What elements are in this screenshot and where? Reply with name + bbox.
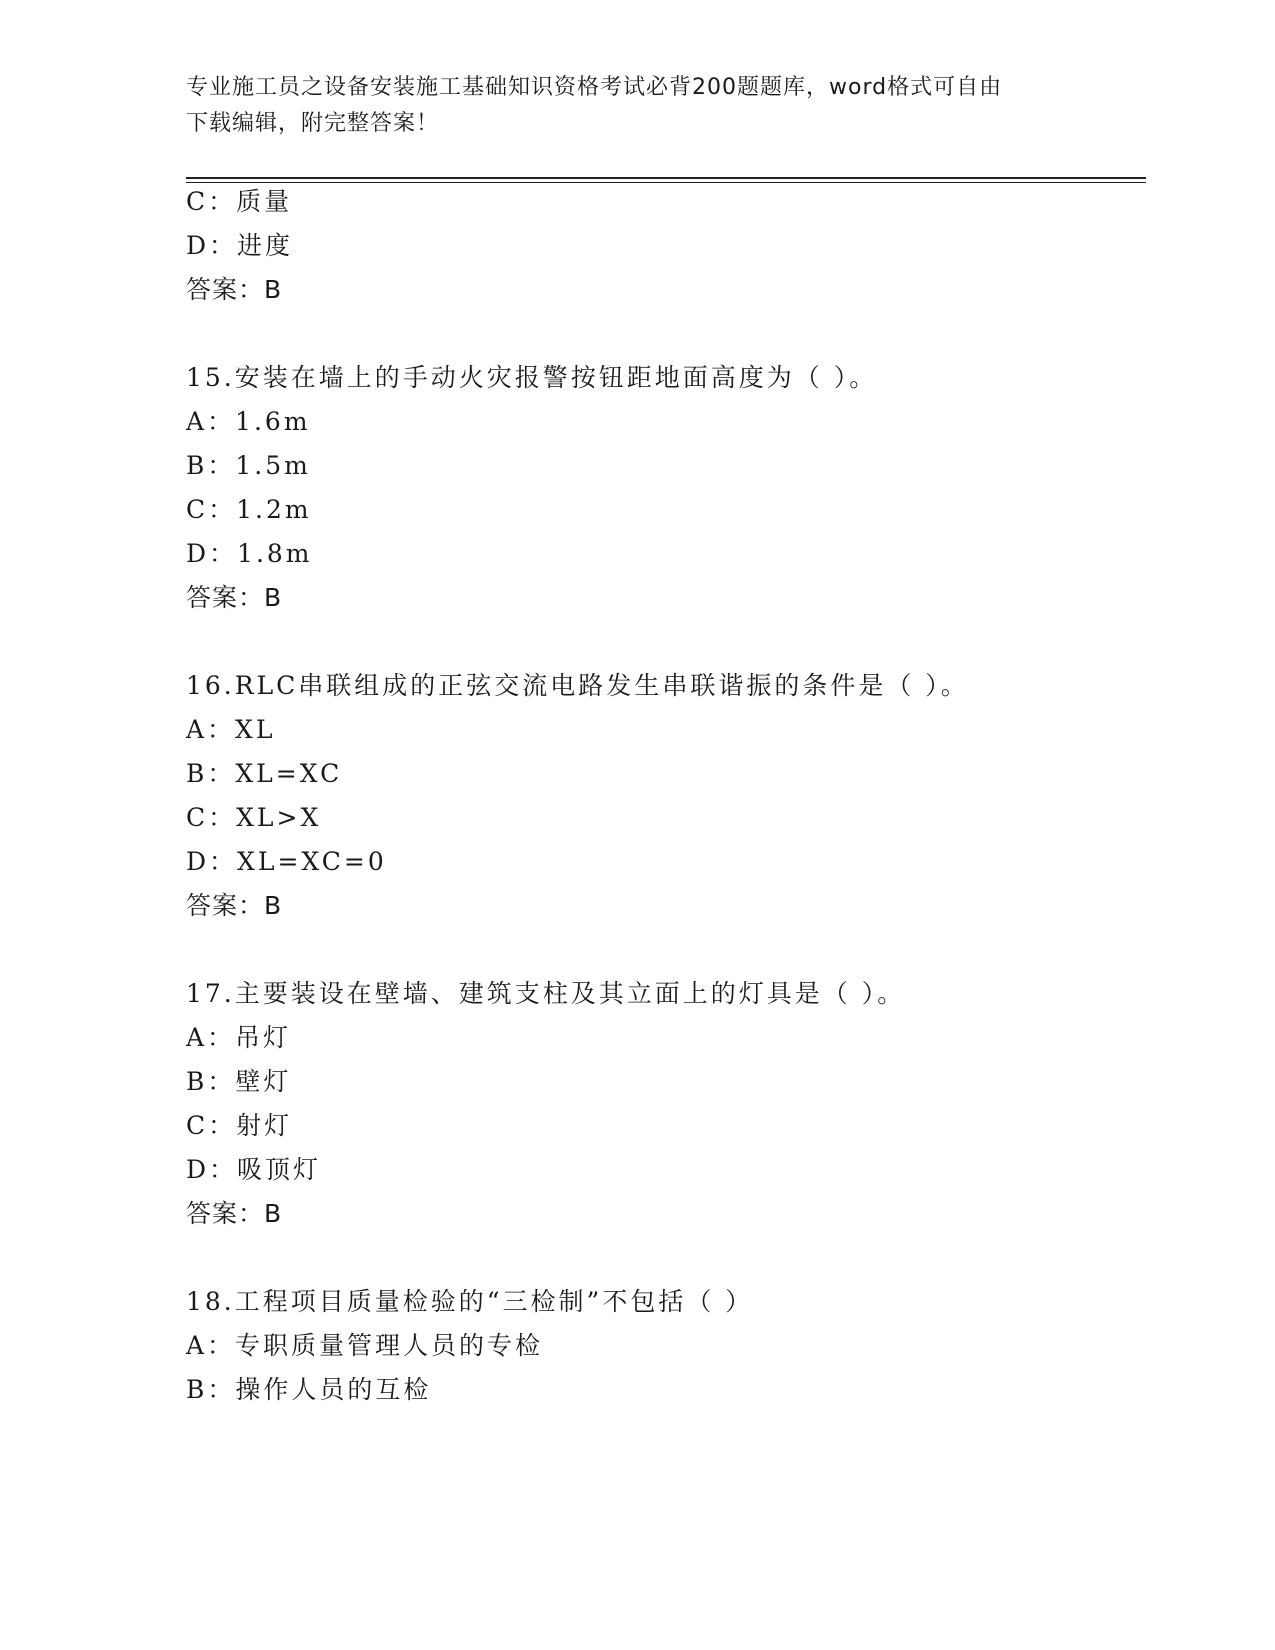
q17-option-d: D：吸顶灯 xyxy=(186,1155,322,1184)
q15-question: 15.安装在墙上的手动火灾报警按钮距地面高度为（ ）。 xyxy=(186,363,878,392)
header-title-line-2: 下载编辑，附完整答案！ xyxy=(186,111,440,136)
header-divider-thin xyxy=(186,182,1146,183)
q18-question: 18.工程项目质量检验的“三检制”不包括（ ） xyxy=(186,1287,754,1316)
prev-option-d: D：进度 xyxy=(186,231,294,260)
q15-answer: 答案：B xyxy=(186,583,283,612)
header-divider-thick xyxy=(186,177,1146,179)
q17-question: 17.主要装设在壁墙、建筑支柱及其立面上的灯具是（ ）。 xyxy=(186,979,906,1008)
q16-option-b: B：XL=XC xyxy=(186,759,343,788)
prev-answer: 答案：B xyxy=(186,275,283,304)
q15-option-d: D：1.8m xyxy=(186,539,313,568)
q16-answer: 答案：B xyxy=(186,891,283,920)
q15-option-a: A：1.6m xyxy=(186,407,311,436)
q16-option-d: D：XL=XC=0 xyxy=(186,847,387,876)
q15-option-c: C：1.2m xyxy=(186,495,312,524)
q18-option-b: B：操作人员的互检 xyxy=(186,1375,432,1404)
q17-option-a: A：吊灯 xyxy=(186,1023,292,1052)
header-title-line-1: 专业施工员之设备安装施工基础知识资格考试必背200题题库，word格式可自由 xyxy=(186,75,1003,100)
q17-answer: 答案：B xyxy=(186,1199,283,1228)
q16-option-c: C：XL>X xyxy=(186,803,322,832)
q16-question: 16.RLC串联组成的正弦交流电路发生串联谐振的条件是（ ）。 xyxy=(186,671,969,700)
q17-option-b: B：壁灯 xyxy=(186,1067,292,1096)
q17-option-c: C：射灯 xyxy=(186,1111,293,1140)
document-header xyxy=(186,70,1086,142)
q15-option-b: B：1.5m xyxy=(186,451,311,480)
q18-option-a: A：专职质量管理人员的专检 xyxy=(186,1331,544,1360)
prev-option-c: C：质量 xyxy=(186,187,293,216)
q16-option-a: A：XL xyxy=(186,715,276,744)
